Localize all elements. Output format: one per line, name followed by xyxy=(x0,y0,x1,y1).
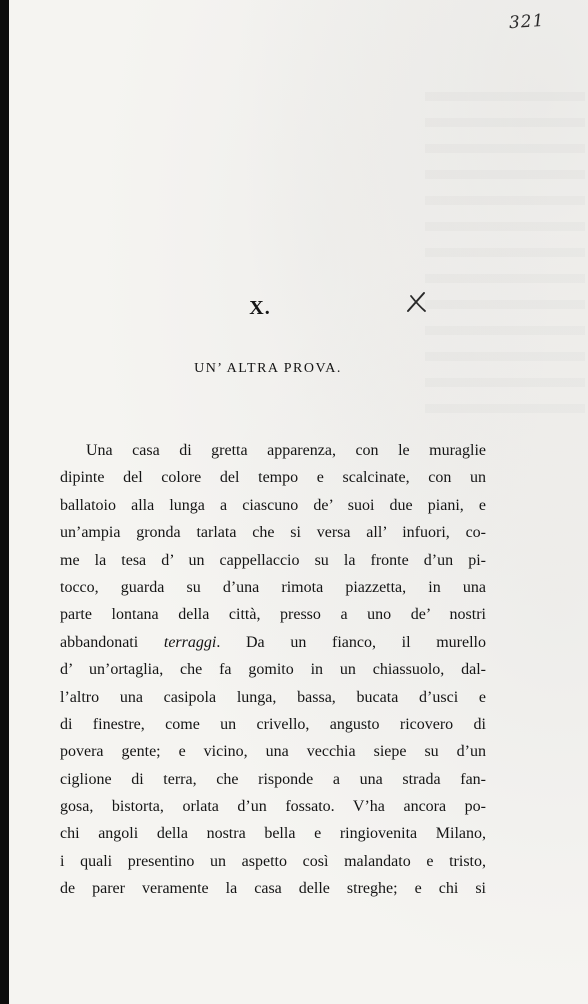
text-line: Una casa di gretta apparenza, con le muraglie xyxy=(86,442,486,459)
text-line: di finestre, come un crivello, angusto ricovero di xyxy=(60,715,486,733)
text-line: me la tesa d’ un cappellaccio su la fronte d’un pi- xyxy=(60,551,486,569)
chapter-number: X. xyxy=(249,297,271,319)
text-line: parte lontana della città, presso a uno de’ nostri xyxy=(60,606,486,624)
folio-number: 321 xyxy=(508,10,546,34)
text-line: dipinte del colore del tempo e scalcinate, con un xyxy=(60,469,486,487)
text-line: un’ampia gronda tarlata che si versa all’ infuori, co- xyxy=(60,524,486,542)
text-line: chi angoli della nostra bella e ringiovenita Milano, xyxy=(60,825,486,843)
text-line: i quali presentino un aspetto così malandato e tristo, xyxy=(60,852,486,870)
text-line: d’ un’ortaglia, che fa gomito in un chiassuolo, dal- xyxy=(60,661,486,679)
scan-binding-edge xyxy=(0,0,9,1004)
text-line: ballatoio alla lunga a ciascuno de’ suoi due piani, e xyxy=(60,496,486,514)
text-line: de parer veramente la casa delle streghe; e chi si xyxy=(60,880,486,898)
paragraph xyxy=(60,437,486,903)
text-line: tocco, guarda su d’una rimota piazzetta, in una xyxy=(60,578,486,596)
text-line: abbandonati terraggi. Da un fianco, il murello xyxy=(60,633,486,651)
text-line: l’altro una casipola lunga, bassa, bucata d’usci e xyxy=(60,688,486,706)
text-line: povera gente; e vicino, una vecchia siepe su d’un xyxy=(60,743,486,761)
italic-word: terraggi xyxy=(163,633,217,651)
chapter-title: UN’ ALTRA PROVA. xyxy=(194,361,342,376)
text-line: ciglione di terra, che risponde a una strada fan- xyxy=(60,770,486,788)
text-line: gosa, bistorta, orlata d’un fossato. V’ha ancora po- xyxy=(60,798,486,816)
